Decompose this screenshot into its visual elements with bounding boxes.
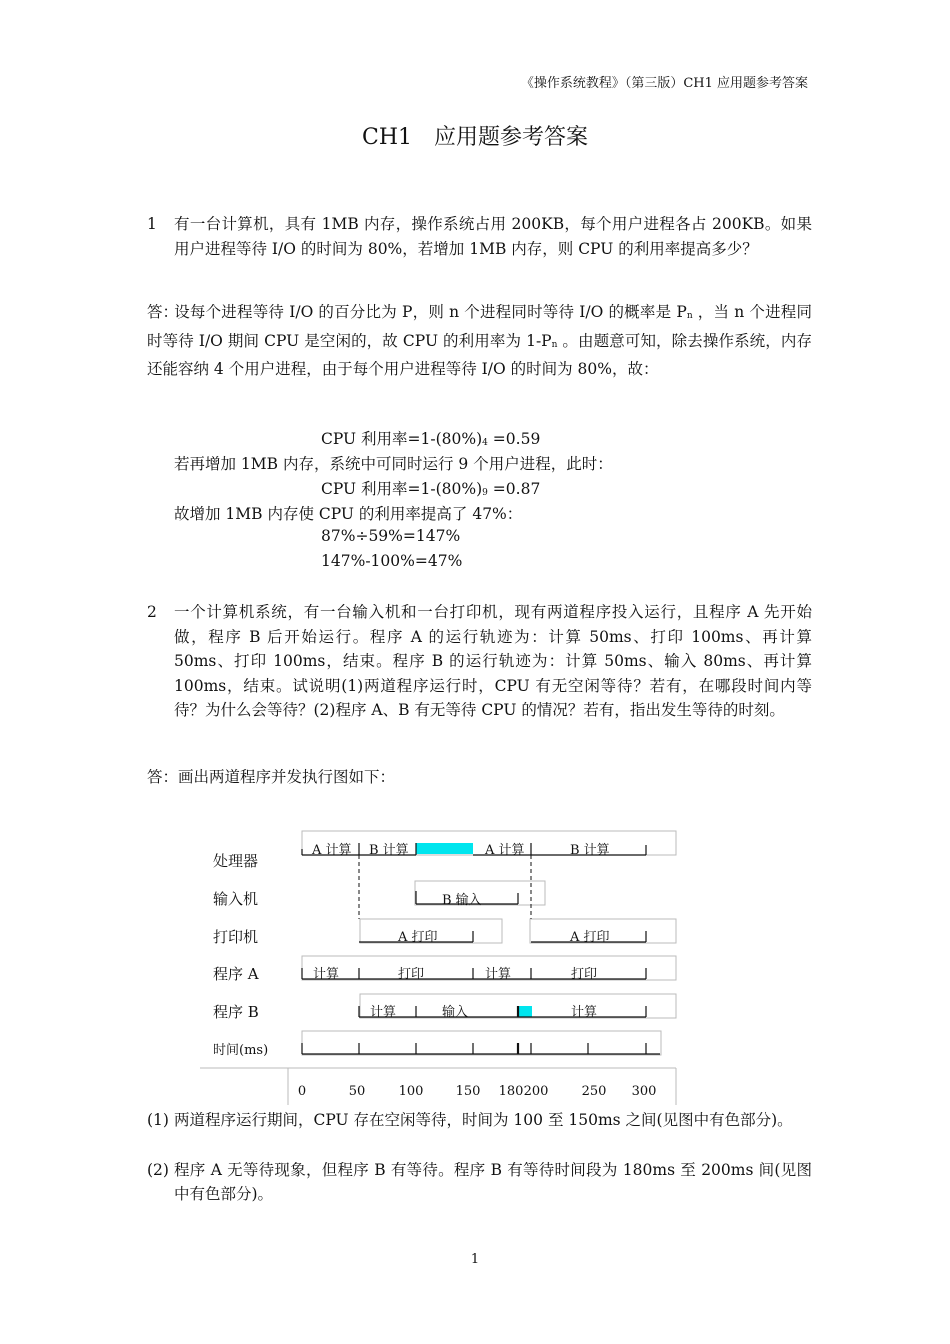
title-text: 应用题参考答案 [434,125,589,150]
prog-b-seg-1: 计算 [370,1005,397,1020]
row-label-cpu: 处理器 [213,852,259,870]
answer-item-text: 两道程序运行期间，CPU 存在空闲等待，时间为 100 至 150ms 之间(见图中有色部分)。 [174,1111,793,1129]
cpu-seg-a2: A 计算 [485,843,525,858]
printer-seg-a2: A 打印 [570,930,610,945]
question-number: 2 [147,603,157,621]
prog-b-wait-highlight [518,1006,532,1017]
row-label-input: 输入机 [213,890,259,908]
tick-200: 200 [523,1084,549,1099]
answer-paragraph: 设每个进程等待 I/O 的百分比为 P，则 n 个进程同时等待 I/O 的概率是 $P_n$ ，当 n 个进程同时等待 I/O 期间 CPU 是空闲的，故 CPU 的利用率为 $1-P_n$ 。由题意可知，除去操作系统，内存还能容纳 4 个用户进程，由于每个用户进程等待 I/O 的时间为 80%，故： [147,303,812,378]
cpu-seg-b2: B 计算 [570,843,610,858]
tick-50: 50 [348,1084,366,1099]
answer-item-number: (1) [147,1111,169,1129]
question-text: 一个计算机系统，有一台输入机和一台打印机，现有两道程序投入运行，且程序 A 先开始做，程序 B 后开始运行。程序 A 的运行轨迹为：计算 50ms、打印 100ms、再计算 50ms、打印 100ms，结束。程序 B 的运行轨迹为：计算 50ms、输入 80ms、再计算 100ms，结束。试说明(1)两道程序运行时，CPU 有无空闲等待？若有，在哪段时间内等待？为什么会等待？(2)程序 A、B 有无等待 CPU 的情况？若有，指出发生等待的时刻。 [174,603,812,719]
input-seg-b: B 输入 [442,893,482,908]
question-2 [147,600,812,723]
cpu-idle-highlight [416,843,473,854]
printer-seg-a1: A 打印 [398,930,438,945]
tick-180: 180 [498,1084,524,1099]
answer-line-3: 故增加 1MB 内存使 CPU 的利用率提高了 47%： [174,505,523,523]
answer-line-2: 若再增加 1MB 内存，系统中可同时运行 9 个用户进程，此时： [174,455,613,473]
answer-1 [147,300,812,382]
row-label-printer: 打印机 [213,928,259,946]
formula-4: 147%-100%=47% [321,552,463,570]
prog-b-seg-2: 输入 [442,1005,469,1020]
page-header: 《操作系统教程》（第三版）CH1 应用题参考答案 [520,76,808,91]
prog-b-seg-3: 计算 [571,1005,598,1020]
formula-3: 87%÷59%=147% [321,527,461,545]
prog-a-seg-2: 打印 [398,967,425,982]
answer-item-1 [147,1108,812,1132]
answer-item-number: (2) [147,1161,169,1179]
tick-0: 0 [297,1084,307,1099]
prog-a-seg-3: 计算 [485,967,512,982]
concurrency-diagram [200,825,680,1110]
tick-300: 300 [631,1084,657,1099]
prog-a-seg-1: 计算 [313,967,340,982]
answer-text: 画出两道程序并发执行图如下： [178,768,396,786]
title-code: CH1 [361,125,412,150]
page-number: 1 [470,1252,480,1267]
question-1 [147,212,812,261]
answer-label: 答： [147,768,179,786]
cpu-seg-b1: B 计算 [369,843,409,858]
cpu-seg-a1: A 计算 [312,843,352,858]
tick-250: 250 [581,1084,607,1099]
answer-item-text: 程序 A 无等待现象，但程序 B 有等待。程序 B 有等待时间段为 180ms 至 200ms 间(见图中有色部分)。 [174,1161,812,1203]
formula-1: CPU 利用率$=1-(80\%)_4 =0.59$ [321,430,541,448]
tick-100: 100 [398,1084,424,1099]
page-title [0,120,950,151]
answer-item-2 [147,1158,812,1206]
question-number: 1 [147,215,157,233]
row-label-time: 时间(ms) [213,1043,269,1058]
row-label-prog-a: 程序 A [213,965,259,983]
prog-a-seg-4: 打印 [571,967,598,982]
row-label-prog-b: 程序 B [213,1003,259,1021]
answer-2 [147,765,395,787]
answer-label: 答： [147,303,179,321]
formula-2: CPU 利用率$=1-(80\%)_9 =0.87$ [321,480,541,498]
question-text: 有一台计算机，具有 1MB 内存，操作系统占用 200KB，每个用户进程各占 200KB。如果用户进程等待 I/O 的时间为 80%，若增加 1MB 内存，则 CPU 的利用率提高多少？ [174,215,812,258]
tick-150: 150 [455,1084,481,1099]
